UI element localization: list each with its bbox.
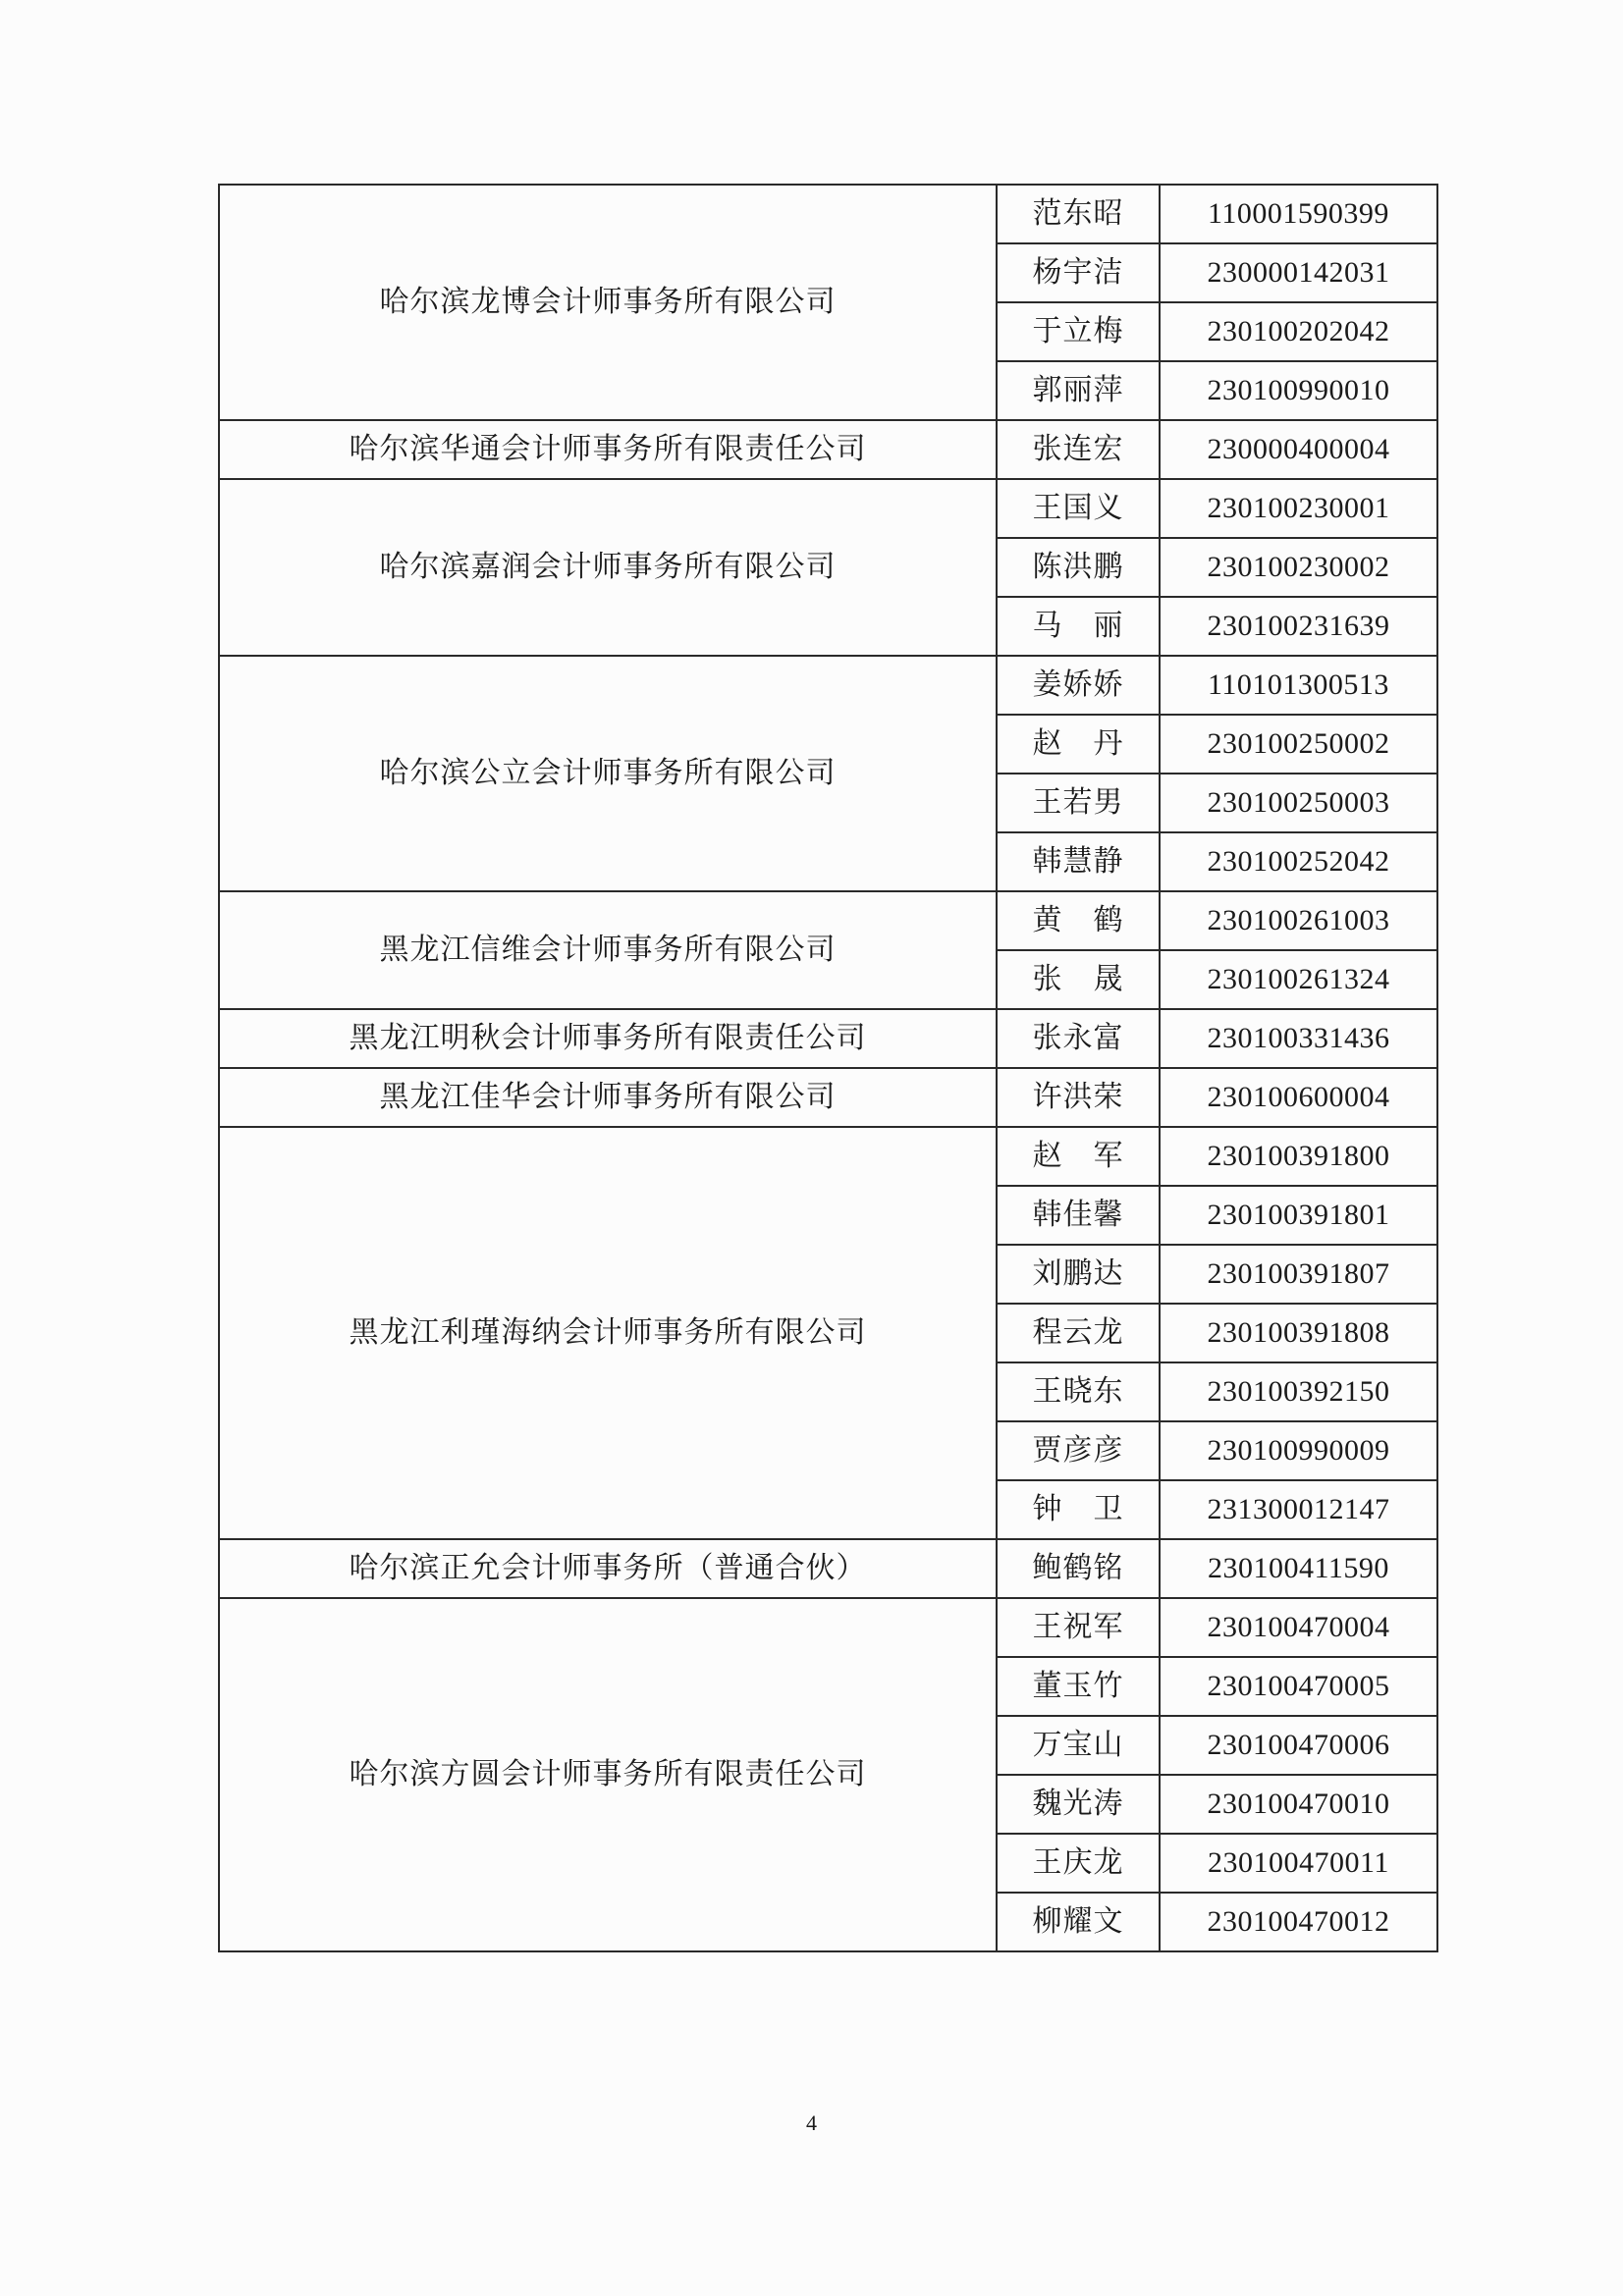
certificate-number-cell: 230100470011: [1160, 1834, 1437, 1893]
certificate-number-cell: 230100470005: [1160, 1657, 1437, 1716]
certificate-number-cell: 230100230001: [1160, 479, 1437, 538]
accountant-name-cell: 杨宇洁: [997, 243, 1160, 302]
table-row: [219, 420, 1437, 479]
accountant-name-cell: 陈洪鹏: [997, 538, 1160, 597]
firm-name-cell: 哈尔滨龙博会计师事务所有限公司: [219, 185, 997, 420]
accountant-name-cell: 赵 丹: [997, 715, 1160, 774]
accountant-name-cell: 于立梅: [997, 302, 1160, 361]
accountant-name-cell: 程云龙: [997, 1304, 1160, 1362]
accountant-name-cell: 钟 卫: [997, 1480, 1160, 1539]
certificate-number-cell: 230100250003: [1160, 774, 1437, 832]
certificate-number-cell: 230100250002: [1160, 715, 1437, 774]
firm-name-cell: 哈尔滨嘉润会计师事务所有限公司: [219, 479, 997, 656]
accountant-name-cell: 柳耀文: [997, 1893, 1160, 1951]
table-row: [219, 656, 1437, 715]
certificate-number-cell: 231300012147: [1160, 1480, 1437, 1539]
certificate-number-cell: 230100391808: [1160, 1304, 1437, 1362]
accountant-name-cell: 王国义: [997, 479, 1160, 538]
table-row: [219, 185, 1437, 243]
firm-name-cell: 哈尔滨正允会计师事务所（普通合伙）: [219, 1539, 997, 1598]
firm-name-cell: 黑龙江佳华会计师事务所有限公司: [219, 1068, 997, 1127]
firm-name-cell: 黑龙江利瑾海纳会计师事务所有限公司: [219, 1127, 997, 1539]
certificate-number-cell: 230100990010: [1160, 361, 1437, 420]
firm-name-cell: 哈尔滨方圆会计师事务所有限责任公司: [219, 1598, 997, 1951]
certificate-number-cell: 230100202042: [1160, 302, 1437, 361]
certificate-number-cell: 230100392150: [1160, 1362, 1437, 1421]
accountant-name-cell: 韩佳馨: [997, 1186, 1160, 1245]
accountant-name-cell: 刘鹏达: [997, 1245, 1160, 1304]
certificate-number-cell: 230100990009: [1160, 1421, 1437, 1480]
table-row: [219, 1068, 1437, 1127]
accountant-name-cell: 王祝军: [997, 1598, 1160, 1657]
certificate-number-cell: 230100470012: [1160, 1893, 1437, 1951]
certificate-number-cell: 230100261003: [1160, 891, 1437, 950]
accountant-name-cell: 董玉竹: [997, 1657, 1160, 1716]
firm-name-cell: 黑龙江明秋会计师事务所有限责任公司: [219, 1009, 997, 1068]
table-row: [219, 1539, 1437, 1598]
accountant-name-cell: 万宝山: [997, 1716, 1160, 1775]
certificate-number-cell: 230100230002: [1160, 538, 1437, 597]
certificate-number-cell: 230000142031: [1160, 243, 1437, 302]
accountant-name-cell: 郭丽萍: [997, 361, 1160, 420]
accountant-name-cell: 王庆龙: [997, 1834, 1160, 1893]
certificate-number-cell: 110001590399: [1160, 185, 1437, 243]
certificate-number-cell: 230100331436: [1160, 1009, 1437, 1068]
accountant-roster-table: [218, 184, 1438, 1952]
accountant-name-cell: 许洪荣: [997, 1068, 1160, 1127]
certificate-number-cell: 230100470010: [1160, 1775, 1437, 1834]
certificate-number-cell: 110101300513: [1160, 656, 1437, 715]
accountant-name-cell: 王晓东: [997, 1362, 1160, 1421]
certificate-number-cell: 230000400004: [1160, 420, 1437, 479]
certificate-number-cell: 230100470006: [1160, 1716, 1437, 1775]
table-row: [219, 1598, 1437, 1657]
certificate-number-cell: 230100411590: [1160, 1539, 1437, 1598]
accountant-name-cell: 赵 军: [997, 1127, 1160, 1186]
accountant-name-cell: 韩慧静: [997, 832, 1160, 891]
roster-body: [219, 185, 1437, 1951]
table-row: [219, 479, 1437, 538]
page-number: 4: [806, 2110, 817, 2135]
table-row: [219, 1127, 1437, 1186]
certificate-number-cell: 230100261324: [1160, 950, 1437, 1009]
certificate-number-cell: 230100391807: [1160, 1245, 1437, 1304]
certificate-number-cell: 230100252042: [1160, 832, 1437, 891]
accountant-name-cell: 范东昭: [997, 185, 1160, 243]
accountant-name-cell: 贾彦彦: [997, 1421, 1160, 1480]
accountant-name-cell: 姜娇娇: [997, 656, 1160, 715]
certificate-number-cell: 230100391801: [1160, 1186, 1437, 1245]
certificate-number-cell: 230100231639: [1160, 597, 1437, 656]
accountant-name-cell: 张连宏: [997, 420, 1160, 479]
accountant-name-cell: 王若男: [997, 774, 1160, 832]
certificate-number-cell: 230100600004: [1160, 1068, 1437, 1127]
firm-name-cell: 哈尔滨公立会计师事务所有限公司: [219, 656, 997, 891]
table-row: [219, 1009, 1437, 1068]
accountant-name-cell: 马 丽: [997, 597, 1160, 656]
accountant-name-cell: 张 晟: [997, 950, 1160, 1009]
certificate-number-cell: 230100470004: [1160, 1598, 1437, 1657]
firm-name-cell: 哈尔滨华通会计师事务所有限责任公司: [219, 420, 997, 479]
certificate-number-cell: 230100391800: [1160, 1127, 1437, 1186]
table-row: [219, 891, 1437, 950]
accountant-name-cell: 张永富: [997, 1009, 1160, 1068]
firm-name-cell: 黑龙江信维会计师事务所有限公司: [219, 891, 997, 1009]
accountant-name-cell: 鲍鹤铭: [997, 1539, 1160, 1598]
accountant-name-cell: 魏光涛: [997, 1775, 1160, 1834]
accountant-name-cell: 黄 鹤: [997, 891, 1160, 950]
